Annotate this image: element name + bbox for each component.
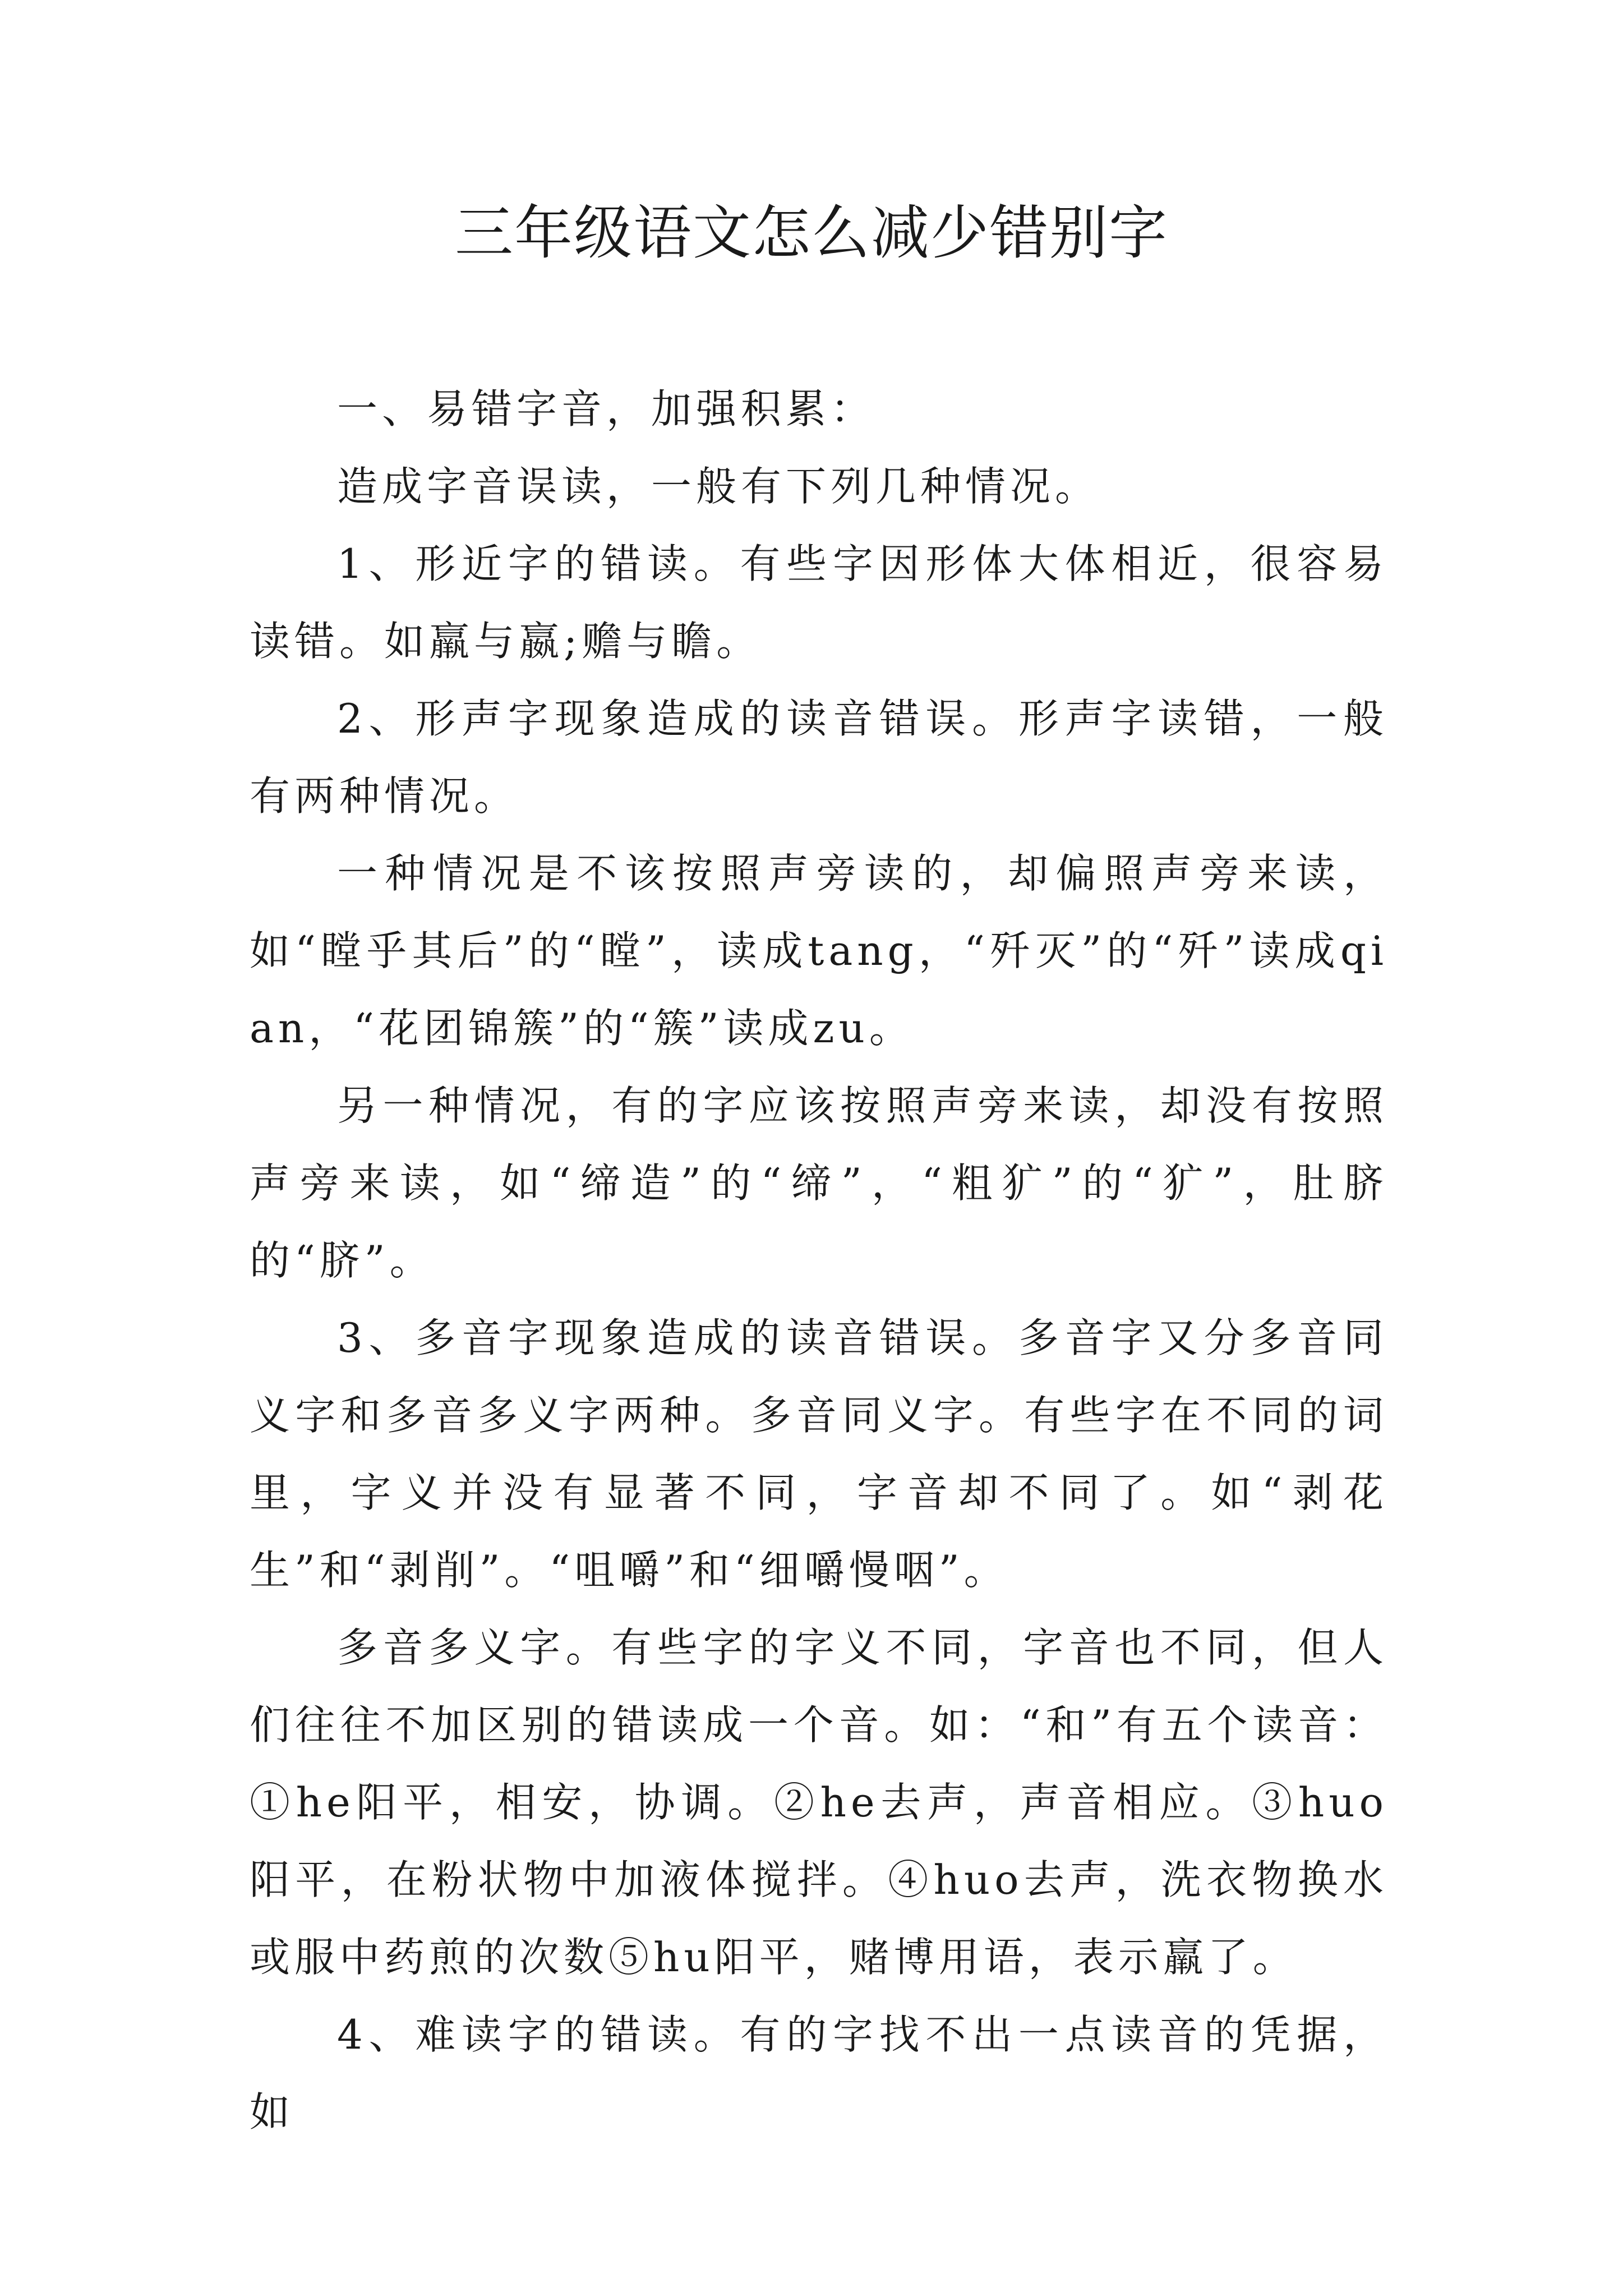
paragraph: 一种情况是不该按照声旁读的，却偏照声旁来读，如“瞠乎其后”的“瞠”，读成tang，“歼灭”的“歼”读成qian，“花团锦簇”的“簇”读成zu。 <box>250 850 1388 1052</box>
paragraph: 造成字音误读，一般有下列几种情况。 <box>337 463 1100 510</box>
document-title: 三年级语文怎么减少错别字 <box>454 199 1168 267</box>
paragraph: 一、易错字音，加强积累： <box>337 385 876 432</box>
document-body <box>250 370 1388 2151</box>
paragraph: 多音多义字。有些字的字义不同，字音也不同，但人们往往不加区别的错读成一个音。如：“和”有五个读音：①he阳平，相安，协调。②he去声，声音相应。③huo阳平，在粉状物中加液体搅拌。④huo去声，洗衣物换水或服中药煎的次数⑤hu阳平，赌博用语，表示羸了。 <box>250 1624 1388 1981</box>
paragraph: 3、多音字现象造成的读音错误。多音字又分多音同义字和多音多义字两种。多音同义字。有些字在不同的词里，字义并没有显著不同，字音却不同了。如“剥花生”和“剥削”。“咀嚼”和“细嚼慢咽”。 <box>250 1314 1388 1594</box>
paragraph: 另一种情况，有的字应该按照声旁来读，却没有按照声旁来读，如“缔造”的“缔”，“粗犷”的“犷”，肚脐的“脐”。 <box>250 1082 1388 1284</box>
paragraph: 1、形近字的错读。有些字因形体大体相近，很容易读错。如羸与嬴;赡与瞻。 <box>250 540 1388 665</box>
paragraph: 2、形声字现象造成的读音错误。形声字读错，一般有两种情况。 <box>250 695 1388 820</box>
paragraph: 4、难读字的错读。有的字找不出一点读音的凭据，如 <box>250 2011 1388 2136</box>
